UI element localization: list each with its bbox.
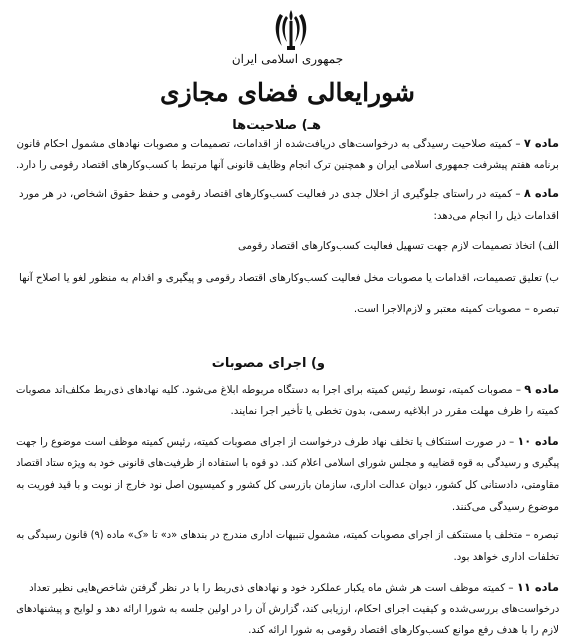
article-11-line-2 <box>16 604 559 614</box>
article-number: ماده ۱۱ <box>516 580 559 594</box>
note-text: تبصره – مصوبات کمیته معتبر و لازم‌الاجرا است. <box>353 303 559 315</box>
article-8-note <box>354 304 559 314</box>
article-number: ماده ۱۰ <box>517 434 559 448</box>
article-number: ماده ۷ <box>523 136 559 150</box>
note-text: تبصره – متخلف یا مستنکف از اجرای مصوبات کمیته، مشمول تنبیهات اداری مندرج در بندهای «د» تا «ک» ماده (۹) قانون رسیدگی به <box>16 529 559 541</box>
article-text: – کمیته در راستای جلوگیری از اخلال جدی در فعالیت کسب‌وکارهای اقتصاد رقومی و حفظ حقوق اشخاص، در هر مورد <box>19 188 524 200</box>
article-10-note-line-1 <box>17 530 559 540</box>
article-text: لازم را با هدف رفع موانع کسب‌وکارهای اقتصاد رقومی به شورا ارائه کند. <box>248 624 559 636</box>
article-8-clause-alef <box>238 241 559 251</box>
article-7-line-1 <box>17 138 560 150</box>
article-11-line-1 <box>29 582 559 594</box>
article-10-line-1 <box>16 436 559 448</box>
article-text: برنامه هفتم پیشرفت جمهوری اسلامی ایران و همچنین ترک انجام وظایف قانونی آنها مرتبط با کسب‌وکارهای اقتصاد رقومی را دارد. <box>16 159 559 171</box>
article-text: – مصوبات کمیته، توسط رئیس کمیته برای اجرا به دستگاه مربوطه ابلاغ می‌شود. کلیه نهادهای ذی‌ربط مکلف‌اند مصوبات <box>15 384 525 396</box>
article-text: موضوع رسیدگی می‌کنند. <box>451 501 559 513</box>
article-11-line-3 <box>248 625 559 635</box>
republic-heading: جمهوری اسلامی ایران <box>231 52 344 66</box>
article-text: پیگیری و رسیدگی به قوه قضاییه و مجلس شورای اسلامی اعلام کند. دو قوه با استفاده از ظرفیت‌های قانونی خود به ویژه ستاد اقتصاد <box>15 457 559 469</box>
note-text: تخلفات اداری خواهد بود. <box>453 551 559 563</box>
article-number: ماده ۹ <box>524 382 559 396</box>
clause-text: ب) تعلیق تصمیمات، اقدامات یا مصوبات مخل فعالیت کسب‌وکارهای اقتصاد رقومی و پیگیری و اقدام به منظور لغو یا اصلاح آنها <box>19 272 559 284</box>
article-10-note-line-2 <box>453 552 559 562</box>
section-title-enforcement: و) اجرای مصوبات <box>211 356 325 371</box>
article-text: کمیته را ظرف مهلت مقرر در ابلاغیه رسمی، بدون تخطی یا تأخیر اجرا نمایند. <box>230 405 559 417</box>
article-10-line-4 <box>452 502 559 512</box>
article-10-line-3 <box>16 480 559 490</box>
article-text: – در صورت استنکاف یا تخلف نهاد طرف درخواست از اجرای مصوبات کمیته، رئیس کمیته موظف است موضوع را جهت <box>16 436 518 448</box>
clause-text: الف) اتخاذ تصمیمات لازم جهت تسهیل فعالیت کسب‌وکارهای اقتصاد رقومی <box>237 240 559 252</box>
article-text: – کمیته صلاحیت رسیدگی به درخواست‌های دریافت‌شده از اقدامات، تصمیمات و مصوبات نهادهای مشمول احکام قانون <box>16 138 524 150</box>
article-8-clause-be <box>19 273 559 283</box>
article-9-line-1 <box>16 384 559 396</box>
article-text: – کمیته موظف است هر شش ماه یکبار عملکرد خود و نهادهای ذی‌ربط را با در نظر گرفتن شاخص‌هایی نظیر تعداد <box>29 582 517 594</box>
article-8-line-2 <box>434 211 559 221</box>
article-7-line-2 <box>16 160 559 170</box>
article-9-line-2 <box>231 406 559 416</box>
article-8-line-1 <box>19 188 559 200</box>
article-text: مقاومتی، دادستانی کل کشور، دیوان عدالت اداری، سازمان بازرسی کل کشور و کمیسیون اصل نود خارج از نوبت و با قید فوریت به <box>15 479 559 491</box>
iran-emblem-icon <box>272 8 310 52</box>
article-number: ماده ۸ <box>523 186 559 200</box>
article-text: درخواست‌های بررسی‌شده و کیفیت اجرای احکام، ارزیابی کند، گزارش آن را در اولین جلسه به شورا ارائه دهد و لوایح و پیشنهادهای <box>15 603 559 615</box>
section-title-competencies: هـ) صلاحیت‌ها <box>232 118 321 133</box>
article-10-line-2 <box>16 458 559 468</box>
council-heading: شورایعالی فضای مجازی <box>160 78 415 107</box>
article-text: اقدامات ذیل را انجام می‌دهد: <box>433 210 559 222</box>
